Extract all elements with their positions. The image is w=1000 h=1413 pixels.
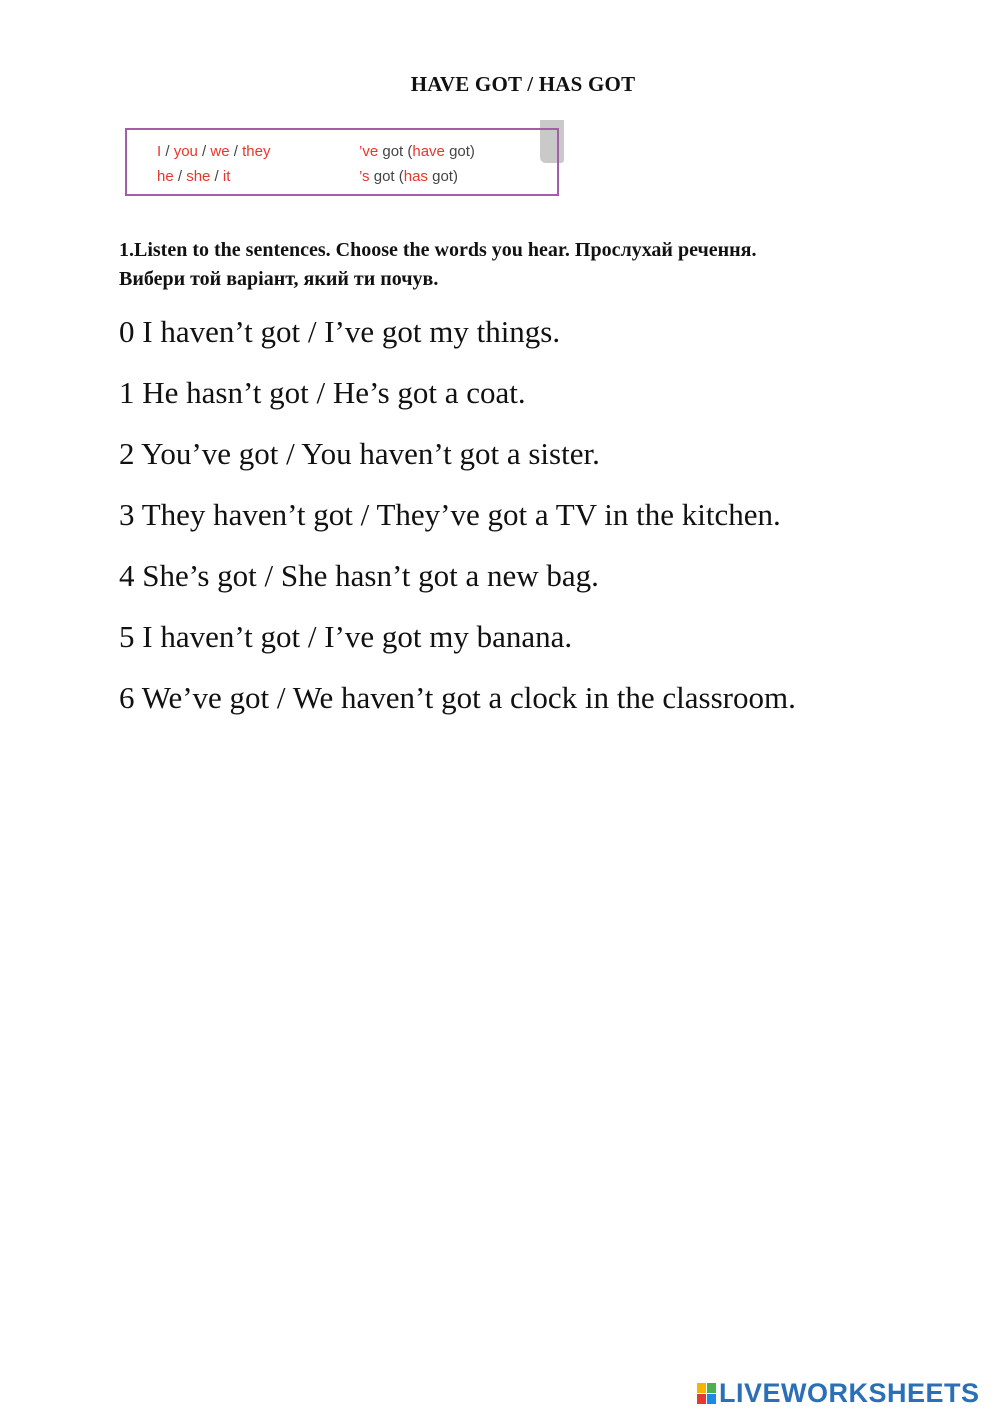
form-text: got ( [378, 143, 413, 160]
subject-word: he [157, 168, 174, 185]
grammar-subjects [157, 143, 270, 160]
form-text: got) [427, 168, 458, 185]
logo-block [707, 1394, 716, 1404]
logo-block [707, 1383, 716, 1393]
subject-word: we [210, 143, 230, 160]
separator: / [173, 168, 187, 185]
subject-word: I [157, 143, 162, 160]
liveworksheets-logo[interactable] [697, 1378, 980, 1408]
form-text: got) [444, 143, 475, 160]
subject-word: you [173, 143, 198, 160]
sentence-list [119, 312, 979, 739]
sentence-item[interactable]: 1 He hasn’t got / He’s got a coat. [119, 375, 526, 410]
full-verb: has [403, 168, 428, 185]
page-title: HAVE GOT / HAS GOT [410, 72, 636, 96]
sentence-item[interactable]: 6 We’ve got / We haven’t got a clock in the classroom. [119, 680, 796, 715]
contraction: ’s [359, 168, 370, 185]
instruction-line: Вибери той варіант, який ти почув. [119, 268, 439, 290]
exercise-instruction [119, 236, 919, 294]
sentence-item[interactable]: 0 I haven’t got / I’ve got my things. [119, 314, 561, 349]
subject-word: she [186, 168, 211, 185]
separator: / [197, 143, 211, 160]
contraction: ’ve [359, 143, 379, 160]
logo-block [697, 1383, 706, 1393]
instruction-line: 1.Listen to the sentences. Choose the words you hear. Прослухай речення. [119, 239, 757, 261]
grammar-box [125, 128, 559, 196]
subject-word: it [222, 168, 231, 185]
subject-word: they [242, 143, 271, 160]
separator: / [210, 168, 223, 185]
sentence-item[interactable]: 3 They haven’t got / They’ve got a TV in the kitchen. [119, 497, 781, 532]
sentence-item[interactable]: 2 You’ve got / You haven’t got a sister. [119, 436, 600, 471]
grammar-form [359, 168, 458, 185]
grammar-form [359, 143, 475, 160]
sentence-item[interactable]: 4 She’s got / She hasn’t got a new bag. [119, 558, 599, 593]
logo-blocks-icon [697, 1383, 716, 1404]
separator: / [229, 143, 243, 160]
logo-text: LIVEWORKSHEETS [719, 1377, 980, 1408]
logo-block [697, 1394, 706, 1404]
full-verb: have [412, 143, 445, 160]
sentence-item[interactable]: 5 I haven’t got / I’ve got my banana. [119, 619, 573, 654]
grammar-subjects [157, 168, 230, 185]
form-text: got ( [369, 168, 404, 185]
separator: / [161, 143, 174, 160]
